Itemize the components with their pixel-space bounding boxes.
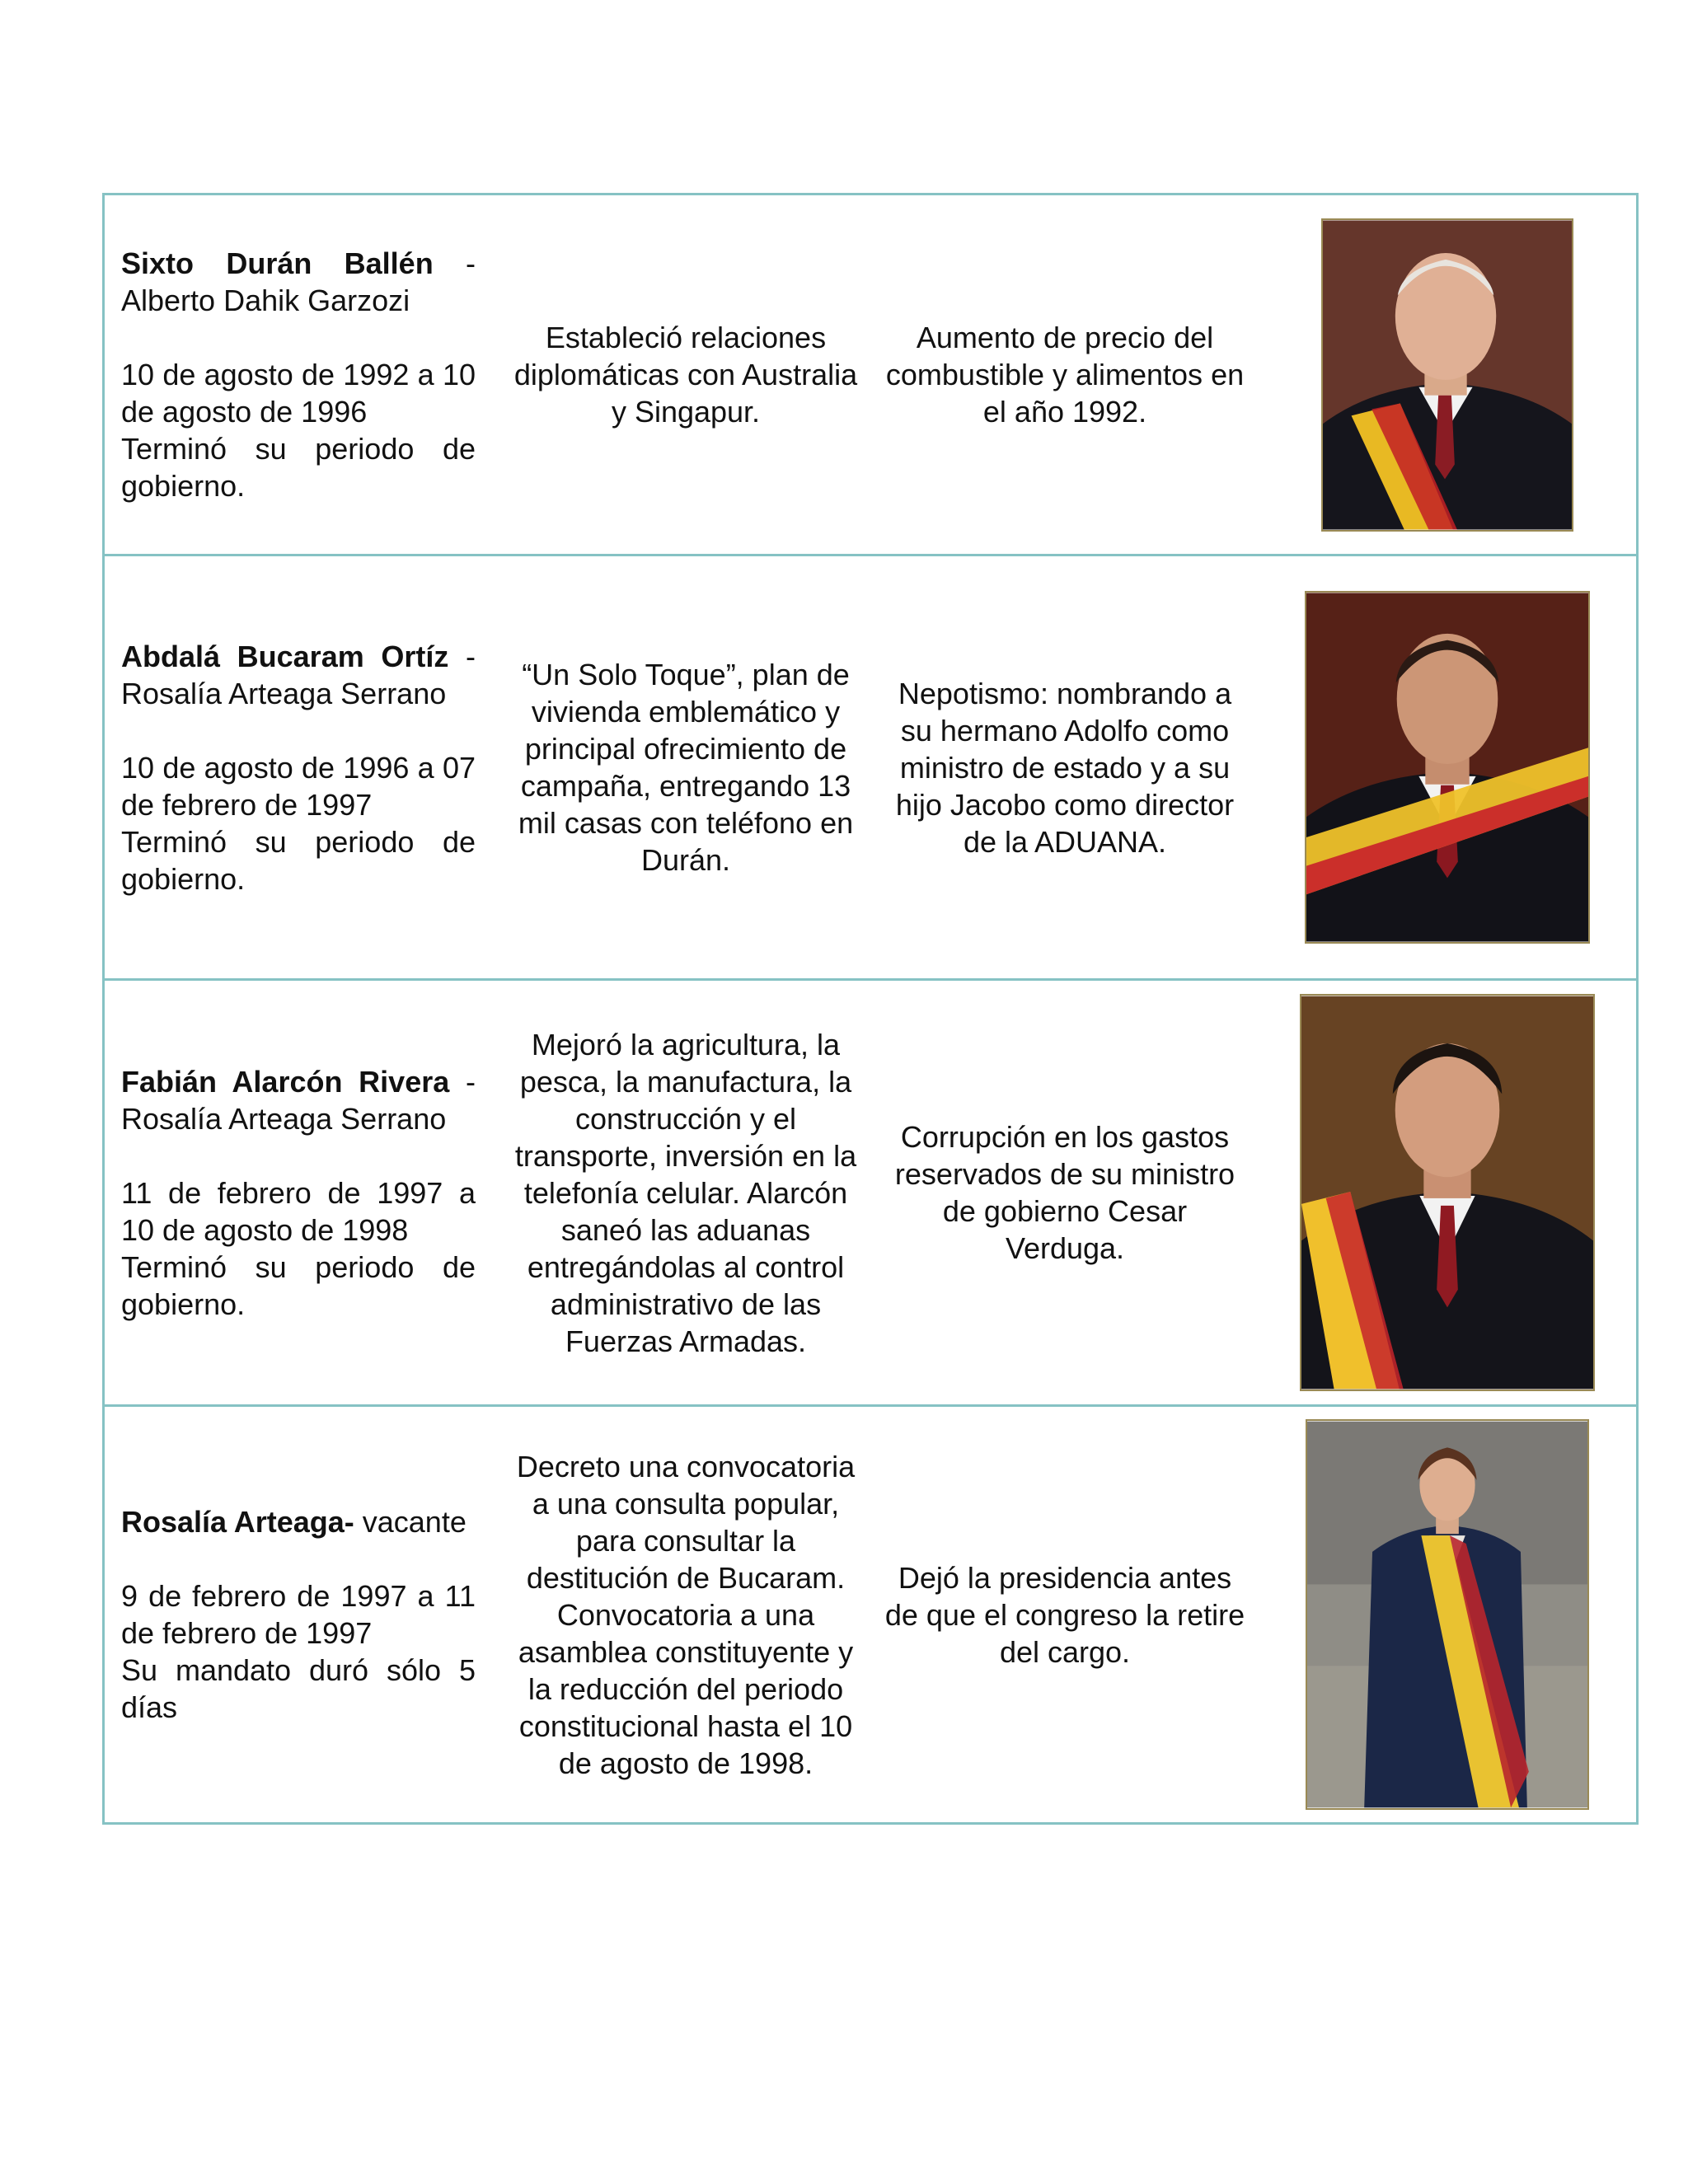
term-period: 10 de agosto de 1996 a 07 de febrero de 1997	[121, 750, 476, 822]
term-period: 10 de agosto de 1992 a 10 de agosto de 1996	[121, 358, 476, 429]
problem-text: Corrupción en los gastos reservados de su ministro de gobierno Cesar Verduga.	[894, 1120, 1236, 1265]
achievement-cell	[504, 195, 867, 554]
achievement-cell	[504, 556, 867, 978]
problem-cell	[879, 195, 1250, 554]
vice-president: - Alberto Dahik Garzozi	[121, 246, 476, 317]
photo-cell	[1259, 556, 1636, 978]
problem-text: Nepotismo: nombrando a su hermano Adolfo como ministro de estado y a su hijo Jacobo como director de la ADUANA.	[895, 676, 1235, 859]
portrait-image	[1306, 1419, 1589, 1810]
photo-cell	[1259, 1407, 1636, 1822]
president-name: Abdalá Bucaram Ortíz	[121, 639, 449, 673]
vice-president: - Rosalía Arteaga Serrano	[121, 639, 476, 710]
table-row	[105, 1407, 1636, 1822]
president-cell	[121, 1407, 476, 1822]
vice-president: vacante	[354, 1505, 467, 1539]
portrait-image	[1321, 218, 1573, 532]
president-cell	[121, 195, 476, 554]
vice-president: - Rosalía Arteaga Serrano	[121, 1064, 476, 1136]
portrait-image	[1305, 591, 1590, 944]
portrait-image	[1300, 994, 1595, 1391]
president-name: Fabián Alarcón Rivera	[121, 1064, 450, 1099]
problem-text: Aumento de precio del combustible y alimentos en el año 1992.	[885, 321, 1245, 429]
president-cell	[121, 981, 476, 1404]
table-row	[105, 556, 1636, 981]
president-cell	[121, 556, 476, 978]
problem-cell	[879, 556, 1250, 978]
achievement-text: Mejoró la agricultura, la pesca, la manufactura, la construcción y el transporte, inversión en la telefonía celular. Alarcón saneó las aduanas entregándolas al control administrativo de las Fuerzas Armadas.	[514, 1027, 857, 1358]
problem-cell	[879, 981, 1250, 1404]
problem-cell	[879, 1407, 1250, 1822]
achievement-text: Decreto una convocatoria a una consulta popular, para consultar la destitución de Bucaram. Convocatoria a una asamblea constituyente y la reducción del periodo constitucional hasta el 10 de agosto de 1998.	[516, 1449, 856, 1780]
term-status: Terminó su periodo de gobierno.	[121, 432, 476, 503]
term-period: 11 de febrero de 1997 a 10 de agosto de 1998	[121, 1175, 476, 1247]
problem-text: Dejó la presidencia antes de que el congreso la retire del cargo.	[884, 1560, 1245, 1669]
presidents-table	[102, 193, 1639, 1825]
photo-cell	[1259, 195, 1636, 554]
term-status: Su mandato duró sólo 5 días	[121, 1653, 476, 1724]
term-status: Terminó su periodo de gobierno.	[121, 824, 476, 896]
president-name: Sixto Durán Ballén	[121, 246, 434, 280]
achievement-text: Estableció relaciones diplomáticas con Australia y Singapur.	[513, 321, 858, 429]
table-row	[105, 981, 1636, 1407]
term-period: 9 de febrero de 1997 a 11 de febrero de 1997	[121, 1579, 476, 1650]
table-row	[105, 195, 1636, 556]
achievement-text: “Un Solo Toque”, plan de vivienda emblemático y principal ofrecimiento de campaña, entregando 13 mil casas con teléfono en Durán.	[518, 658, 854, 877]
achievement-cell	[504, 981, 867, 1404]
achievement-cell	[504, 1407, 867, 1822]
term-status: Terminó su periodo de gobierno.	[121, 1249, 476, 1321]
photo-cell	[1259, 981, 1636, 1404]
president-name: Rosalía Arteaga-	[121, 1505, 354, 1539]
